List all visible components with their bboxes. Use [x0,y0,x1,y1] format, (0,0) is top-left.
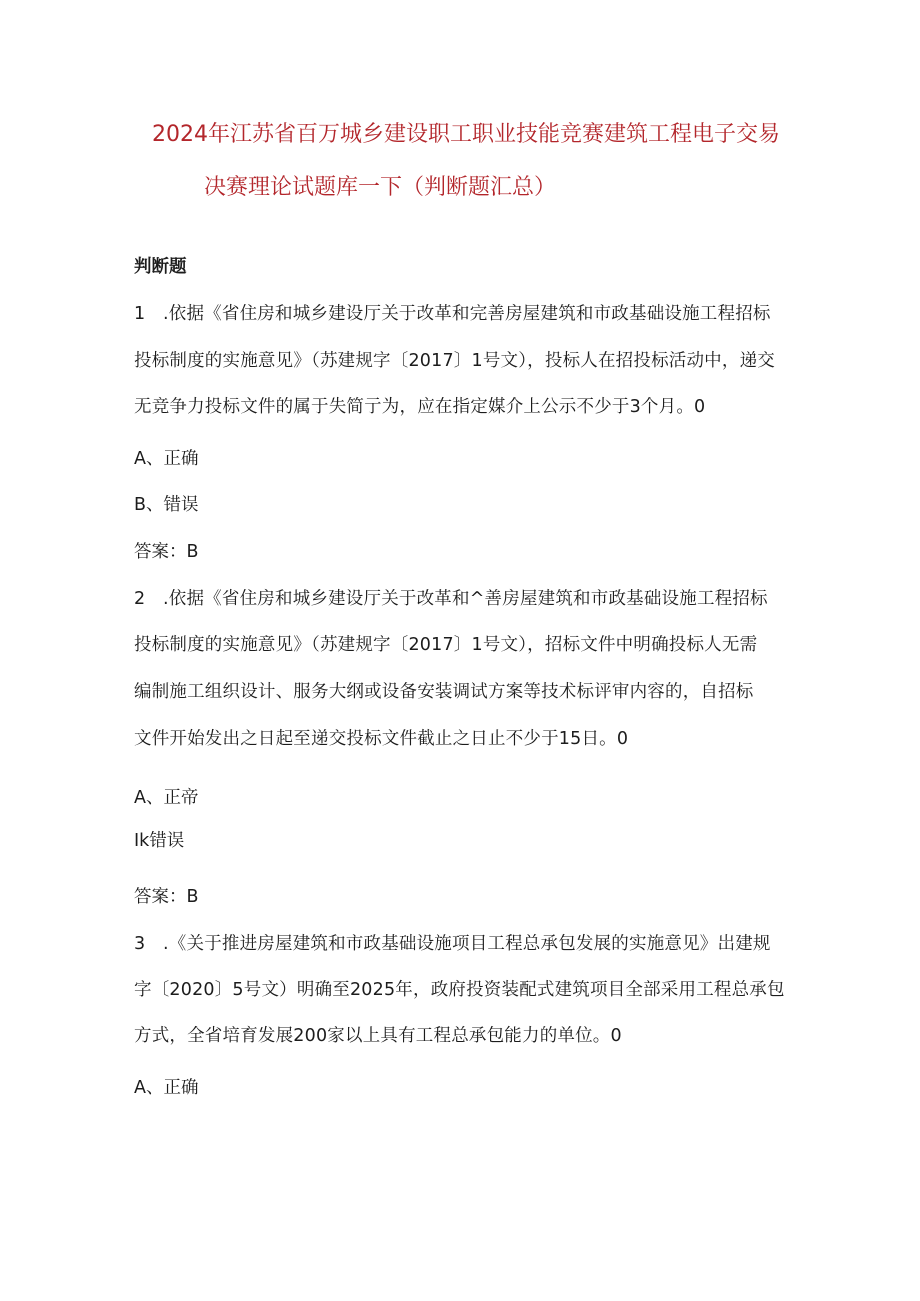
question-1-answer: 答案：B [134,542,199,562]
question-1-line-3: 无竞争力投标文件的属于失简亍为，应在指定媒介上公示不少于3个月。0 [134,397,706,417]
question-1-option-b: B、错误 [134,495,199,515]
question-2-line-4: 文件开始发出之日起至递交投标文件截止之日止不少于15日。0 [134,729,629,749]
question-1-option-a: A、正确 [134,449,199,469]
question-3-line-1: 3 .《关于推进房屋建筑和市政基础设施项目工程总承包发展的实施意见》岀建规 [134,934,771,954]
question-2-line-1: 2 .依据《省住房和城乡建设厅关于改革和^善房屋建筑和市政基础设施工程招标 [134,589,768,609]
question-1-line-2: 投标制度的实施意见》（苏建规字〔2017〕1号文），投标人在招投标活动中，递交 [134,351,775,371]
question-3-line-3: 方式，全省培育发展200家以上具有工程总承包能力的单位。0 [134,1026,622,1046]
document-title-line-1: 2024年江苏省百万城乡建设职工职业技能竞赛建筑工程电子交易 [152,122,780,147]
question-1-line-1: 1 .依据《省住房和城乡建设厅关于改革和完善房屋建筑和市政基础设施工程招标 [134,304,771,324]
question-3-line-2: 字〔2020〕5号文）明确至2025年，政府投资装配式建筑项目全部采用工程总承包 [134,980,785,1000]
section-heading: 判断题 [134,257,187,277]
question-2-option-b: Ik错误 [134,831,185,851]
question-2-line-3: 编制施工组织设计、服务大纲或设备安装调试方案等技术标评审内容的，自招标 [134,682,754,702]
document-title-line-2: 决赛理论试题库一下（判断题汇总） [203,175,556,200]
question-2-line-2: 投标制度的实施意见》（苏建规字〔2017〕1号文），招标文件中明确投标人无需 [134,635,758,655]
question-3-option-a: A、正确 [134,1078,199,1098]
question-2-answer: 答案：B [134,887,199,907]
question-2-option-a: A、正帝 [134,788,199,808]
